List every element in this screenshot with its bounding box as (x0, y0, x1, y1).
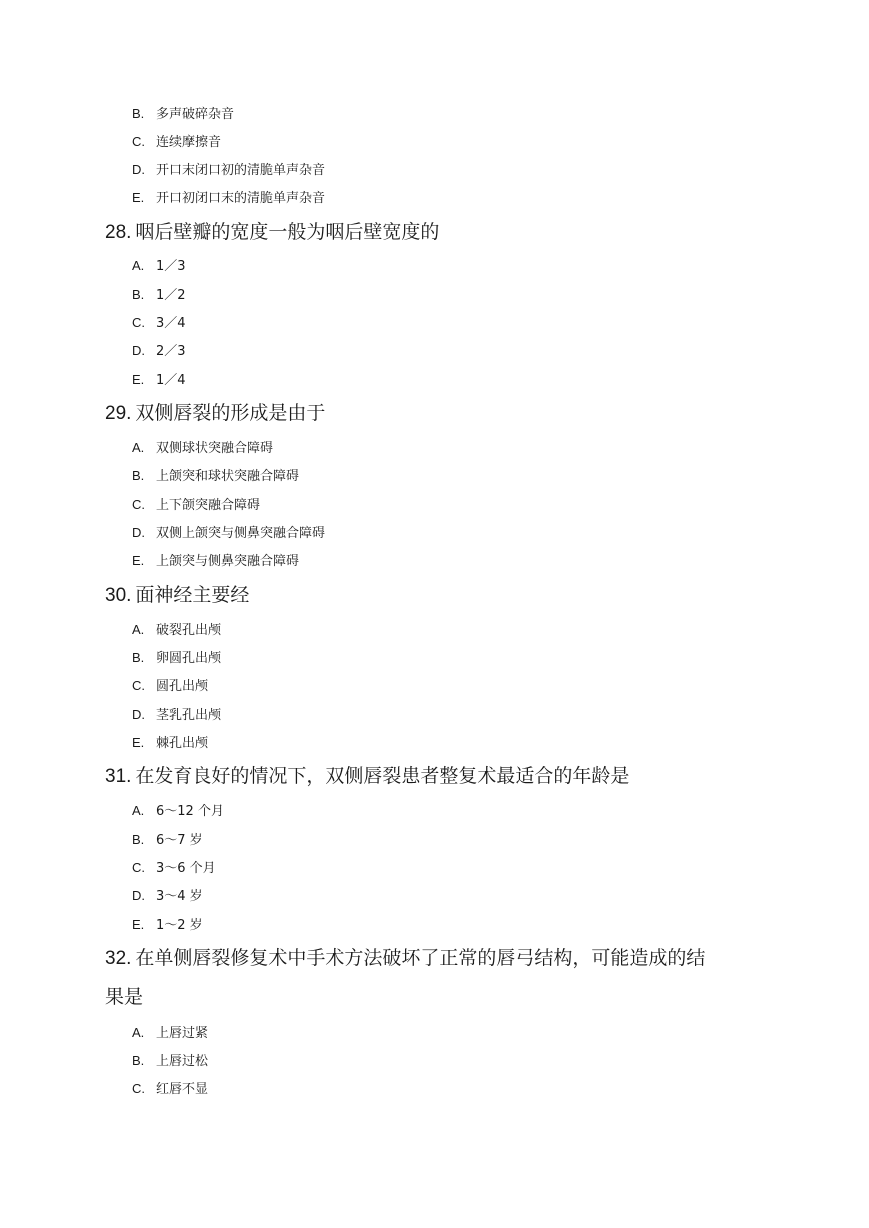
question-number: 30. (105, 585, 132, 606)
option-text: 卵圆孔出颅 (156, 651, 222, 666)
option-letter: E. (132, 553, 145, 568)
question-number: 29. (105, 403, 132, 424)
option-letter: B. (132, 287, 145, 302)
question-number: 32. (105, 948, 132, 969)
option-text: 多声破碎杂音 (156, 107, 235, 122)
option-letter: D. (132, 162, 145, 177)
option-text: 1／2 (156, 288, 186, 303)
q31-option-d (132, 887, 203, 906)
option-letter: C. (132, 678, 145, 693)
question-text-line-1: 在单侧唇裂修复术中手术方法破坏了正常的唇弓结构，可能造成的结 (135, 947, 706, 969)
q30-option-b (132, 649, 221, 668)
option-letter: C. (132, 134, 145, 149)
option-text: 双侧上颌突与侧鼻突融合障碍 (156, 526, 326, 541)
q28-option-e (132, 371, 186, 390)
q32-option-a (132, 1024, 208, 1043)
question-number: 28. (105, 222, 132, 243)
option-letter: B. (132, 106, 145, 121)
option-text: 开口末闭口初的清脆单声杂音 (156, 163, 326, 178)
question-text: 双侧唇裂的形成是由于 (135, 402, 326, 424)
option-text: 上唇过紧 (156, 1026, 209, 1041)
option-letter: C. (132, 860, 145, 875)
q30-option-d (132, 706, 221, 725)
option-letter: E. (132, 190, 145, 205)
option-letter: D. (132, 525, 145, 540)
question-32 (105, 945, 705, 972)
option-letter: E. (132, 917, 145, 932)
q31-option-e (132, 916, 203, 935)
option-text: 1／4 (156, 373, 186, 388)
question-32-continuation (105, 984, 143, 1010)
q29-option-b (132, 467, 299, 486)
option-text: 圆孔出颅 (156, 679, 209, 694)
option-text: 3～4 岁 (156, 889, 203, 904)
option-text: 1／3 (156, 259, 186, 274)
option-text: 上唇过松 (156, 1054, 209, 1069)
option-text: 棘孔出颅 (156, 736, 209, 751)
q31-option-a (132, 802, 224, 821)
option-letter: B. (132, 650, 145, 665)
q28-option-a (132, 257, 186, 276)
question-28 (105, 219, 439, 246)
option-letter: A. (132, 440, 145, 455)
q27-option-b (132, 105, 234, 124)
q28-option-b (132, 286, 186, 305)
option-letter: A. (132, 1025, 145, 1040)
q29-option-e (132, 552, 299, 571)
option-text: 6～7 岁 (156, 833, 203, 848)
option-letter: A. (132, 622, 145, 637)
option-text: 双侧球状突融合障碍 (156, 441, 274, 456)
q32-option-b (132, 1052, 208, 1071)
option-letter: D. (132, 888, 145, 903)
option-text: 上下颌突融合障碍 (156, 498, 261, 513)
q29-option-a (132, 439, 273, 458)
option-text: 茎乳孔出颅 (156, 708, 222, 723)
option-letter: C. (132, 315, 145, 330)
q32-option-c (132, 1080, 208, 1099)
question-31 (105, 763, 629, 790)
question-29 (105, 400, 325, 427)
option-text: 6～12 个月 (156, 804, 224, 819)
q28-option-d (132, 342, 186, 361)
question-30 (105, 582, 249, 609)
q29-option-d (132, 524, 325, 543)
q27-option-e (132, 189, 325, 208)
option-text: 连续摩擦音 (156, 135, 222, 150)
option-letter: A. (132, 803, 145, 818)
option-letter: A. (132, 258, 145, 273)
option-letter: D. (132, 343, 145, 358)
option-text: 1～2 岁 (156, 918, 203, 933)
option-text: 3～6 个月 (156, 861, 216, 876)
option-letter: B. (132, 1053, 145, 1068)
option-text: 3／4 (156, 316, 186, 331)
option-text: 2／3 (156, 344, 186, 359)
option-letter: E. (132, 372, 145, 387)
option-text: 开口初闭口末的清脆单声杂音 (156, 191, 326, 206)
q27-option-c (132, 133, 221, 152)
question-text-line-2: 果是 (105, 986, 144, 1008)
option-letter: C. (132, 1081, 145, 1096)
q28-option-c (132, 314, 186, 333)
q30-option-c (132, 677, 208, 696)
option-text: 红唇不显 (156, 1082, 209, 1097)
question-text: 面神经主要经 (135, 584, 250, 606)
question-number: 31. (105, 766, 132, 787)
option-text: 破裂孔出颅 (156, 623, 222, 638)
question-text: 咽后壁瓣的宽度一般为咽后壁宽度的 (135, 221, 440, 243)
option-text: 上颌突与侧鼻突融合障碍 (156, 554, 300, 569)
option-letter: C. (132, 497, 145, 512)
q30-option-a (132, 621, 221, 640)
q27-option-d (132, 161, 325, 180)
q29-option-c (132, 496, 260, 515)
option-letter: D. (132, 707, 145, 722)
q31-option-b (132, 831, 203, 850)
q30-option-e (132, 734, 208, 753)
q31-option-c (132, 859, 216, 878)
question-text: 在发育良好的情况下，双侧唇裂患者整复术最适合的年龄是 (135, 765, 630, 787)
option-letter: B. (132, 832, 145, 847)
option-letter: B. (132, 468, 145, 483)
option-text: 上颌突和球状突融合障碍 (156, 469, 300, 484)
option-letter: E. (132, 735, 145, 750)
